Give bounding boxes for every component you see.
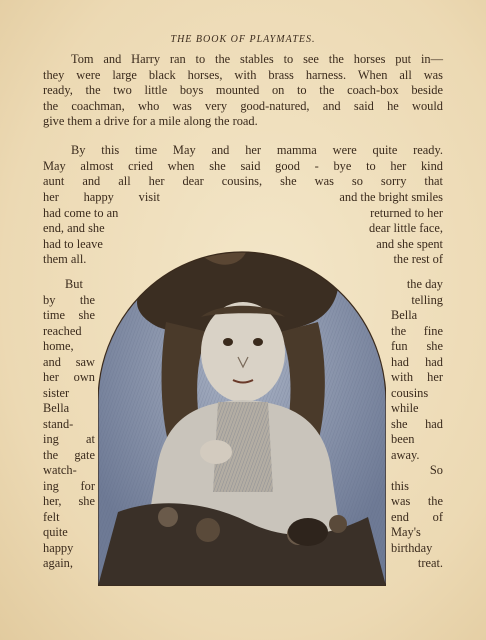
text-line: By this time May and her mamma were quite ready. bbox=[71, 143, 443, 157]
text-line: had to leave bbox=[43, 236, 103, 251]
text-line: Bella bbox=[391, 308, 418, 322]
text-line: time she bbox=[43, 308, 95, 322]
text-line: stand- bbox=[43, 416, 74, 431]
text-line: felt bbox=[43, 509, 60, 524]
text-line: quite bbox=[43, 525, 68, 539]
text-line: treat. bbox=[417, 556, 443, 570]
text-line: home, bbox=[43, 339, 74, 353]
left-column bbox=[43, 277, 95, 572]
text-line: sister bbox=[43, 385, 70, 400]
text-line: ready, the two little boys mounted on to the coach-box beside bbox=[43, 83, 443, 97]
text-line: birthday bbox=[391, 540, 433, 555]
text-line: happy bbox=[43, 540, 74, 555]
text-line: and the bright smiles bbox=[339, 190, 443, 204]
text-line: the fine bbox=[391, 323, 443, 338]
text-line: aunt and all her dear cousins, she was so sorry that bbox=[43, 174, 443, 188]
text-line: May almost cried when she said good - bye to her kind bbox=[43, 158, 443, 173]
text-line: the gate bbox=[43, 447, 95, 462]
text-line: been bbox=[391, 432, 415, 446]
text-line: the day bbox=[406, 277, 443, 291]
right-column bbox=[391, 277, 443, 572]
text-line: the coachman, who was very good-natured, and said he would bbox=[43, 98, 443, 113]
text-line: them all. bbox=[43, 252, 87, 266]
text-line: So bbox=[429, 463, 443, 477]
text-line: But bbox=[65, 277, 83, 291]
text-line: give them a drive for a mile along the road. bbox=[43, 114, 258, 128]
text-line: again, bbox=[43, 556, 73, 570]
girl-portrait-icon bbox=[98, 212, 386, 586]
girl-engraving-illustration bbox=[98, 212, 386, 586]
running-head: THE BOOK OF PLAYMATES. bbox=[170, 34, 316, 45]
text-line: fun she bbox=[391, 339, 443, 353]
paragraph-2 bbox=[43, 143, 443, 190]
text-line: reached bbox=[43, 323, 82, 338]
text-line: had come to an bbox=[43, 205, 119, 220]
text-line: the rest of bbox=[393, 252, 443, 266]
text-line: her, she bbox=[43, 494, 95, 508]
text-line: end, and she bbox=[43, 221, 105, 235]
text-line: end of bbox=[391, 509, 443, 524]
text-line: this bbox=[391, 478, 409, 493]
text-line: while bbox=[391, 401, 419, 415]
text-line: and she spent bbox=[376, 236, 443, 251]
text-line: returned to her bbox=[370, 205, 443, 220]
text-line: her happy visit bbox=[43, 190, 160, 204]
text-line: and saw bbox=[43, 354, 95, 369]
text-line: Bella bbox=[43, 401, 70, 415]
text-line: her own bbox=[43, 370, 95, 384]
text-line: watch- bbox=[43, 463, 77, 477]
text-line: ing for bbox=[43, 478, 95, 493]
text-line: with her bbox=[391, 370, 443, 384]
text-line: Tom and Harry ran to the stables to see the horses put in— bbox=[71, 52, 443, 66]
text-line: by the bbox=[43, 292, 95, 307]
text-line: she had bbox=[391, 416, 443, 431]
text-line: telling bbox=[411, 292, 443, 307]
text-line: had had bbox=[391, 354, 443, 369]
text-line: they were large black horses, with brass harness. When all was bbox=[43, 67, 443, 82]
text-line: May's bbox=[391, 525, 421, 539]
paragraph-1 bbox=[43, 52, 443, 130]
text-line: was the bbox=[391, 494, 443, 508]
text-line: ing at bbox=[43, 432, 95, 446]
text-line: cousins bbox=[391, 385, 429, 400]
text-line: dear little face, bbox=[369, 221, 443, 235]
text-line: away. bbox=[391, 447, 420, 462]
